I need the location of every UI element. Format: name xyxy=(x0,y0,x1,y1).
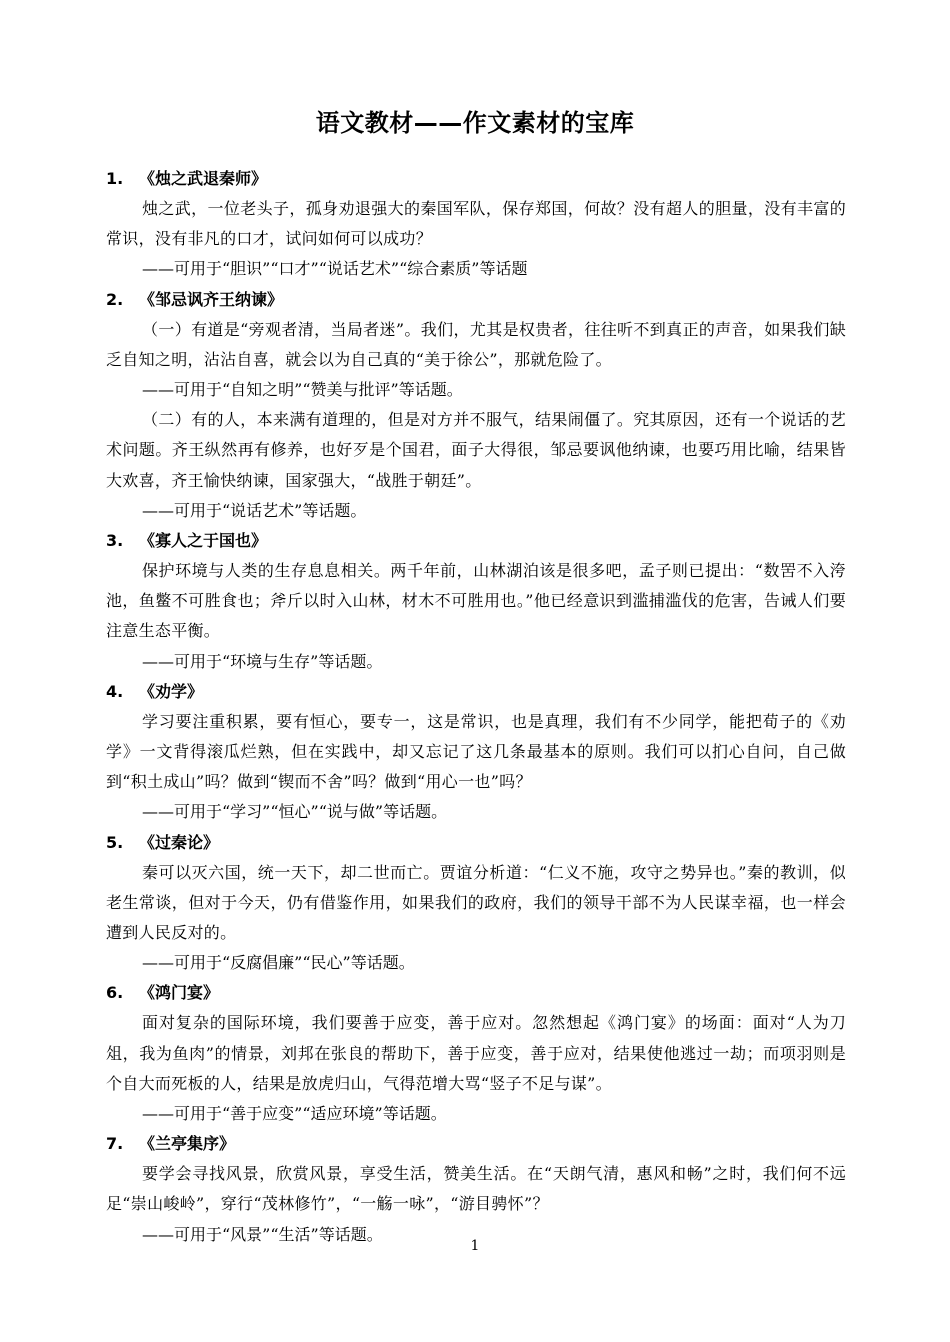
paragraph: 烛之武，一位老头子，孤身劝退强大的秦国军队，保存郑国，何故？没有超人的胆量，没有丰富的常识，没有非凡的口才，试问如何可以成功？ xyxy=(106,199,846,249)
section-heading xyxy=(106,1129,846,1159)
section-heading xyxy=(106,164,846,194)
paragraph: 要学会寻找风景，欣赏风景，享受生活，赞美生活。在“天朗气清，惠风和畅”之时，我们何不远足“崇山峻岭”，穿行“茂林修竹”，“一觞一咏”，“游目骋怀”？ xyxy=(106,1164,846,1214)
topic-note: ——可用于“环境与生存”等话题。 xyxy=(142,651,383,671)
section-number: 1. xyxy=(106,169,124,188)
paragraph: 保护环境与人类的生存息息相关。两千年前，山林湖泊该是很多吧，孟子则已提出：“数罟不入洿池，鱼鳖不可胜食也；斧斤以时入山林，材木不可胜用也。”他已经意识到滥捕滥伐的危害，告诫人们要注意生态平衡。 xyxy=(106,561,846,641)
paragraph: 学习要注重积累，要有恒心，要专一，这是常识，也是真理，我们有不少同学，能把荀子的《劝学》一文背得滚瓜烂熟，但在实践中，却又忘记了这几条最基本的原则。我们可以扪心自问，自己做到“积土成山”吗？做到“锲而不舍”吗？做到“用心一也”吗？ xyxy=(106,711,846,792)
section-number: 4. xyxy=(106,681,124,701)
section-number: 2. xyxy=(106,289,124,309)
paragraph: 秦可以灭六国，统一天下，却二世而亡。贾谊分析道：“仁义不施，攻守之势异也。”秦的教训，似老生常谈，但对于今天，仍有借鉴作用，如果我们的政府，我们的领导干部不为人民谋幸福，也一样会遭到人民反对的。 xyxy=(106,862,846,943)
section-number: 7. xyxy=(106,1134,124,1154)
section-heading xyxy=(106,978,846,1008)
topic-note: ——可用于“胆识”“口才”“说话艺术”“综合素质”等话题 xyxy=(142,259,528,279)
topic-note: ——可用于“反腐倡廉”“民心”等话题。 xyxy=(142,953,415,973)
paragraph: （二）有的人，本来满有道理的，但是对方并不服气，结果闹僵了。究其原因，还有一个说话的艺术问题。齐王纵然再有修养，也好歹是个国君，面子大得很，邹忌要讽他纳谏，也要巧用比喻，结果皆大欢喜，齐王愉快纳谏，国家强大，“战胜于朝廷”。 xyxy=(106,410,846,490)
section-number: 3. xyxy=(106,531,124,551)
section-title: 《邹忌讽齐王纳谏》 xyxy=(139,289,284,309)
section-number: 6. xyxy=(106,983,124,1003)
section-title: 《鸿门宴》 xyxy=(139,983,220,1003)
paragraph: 面对复杂的国际环境，我们要善于应变，善于应对。忽然想起《鸿门宴》的场面：面对“人为刀俎，我为鱼肉”的情景，刘邦在张良的帮助下，善于应变，善于应对，结果使他逃过一劫；而项羽则是个自大而死板的人，结果是放虎归山，气得范增大骂“竖子不足与谋”。 xyxy=(106,1013,846,1093)
topic-note: ——可用于“自知之明”“赞美与批评”等话题。 xyxy=(142,380,463,400)
section-title: 《兰亭集序》 xyxy=(139,1134,236,1154)
page-number: 1 xyxy=(470,1238,480,1254)
topic-note: ——可用于“风景”“生活”等话题。 xyxy=(142,1224,383,1244)
paragraph: （一）有道是“旁观者清，当局者迷”。我们，尤其是权贵者，往往听不到真正的声音，如果我们缺乏自知之明，沾沾自喜，就会以为自己真的“美于徐公”，那就危险了。 xyxy=(106,319,846,369)
section-title: 《劝学》 xyxy=(139,681,204,701)
topic-note: ——可用于“说话艺术”等话题。 xyxy=(142,500,367,520)
section-title: 《寡人之于国也》 xyxy=(139,531,268,551)
section-title: 《烛之武退秦师》 xyxy=(139,169,268,188)
section-title: 《过秦论》 xyxy=(139,832,220,852)
section-heading xyxy=(106,526,846,556)
topic-note: ——可用于“学习”“恒心”“说与做”等话题。 xyxy=(142,802,448,822)
section-heading xyxy=(106,677,846,707)
topic-note: ——可用于“善于应变”“适应环境”等话题。 xyxy=(142,1104,447,1124)
document-body xyxy=(106,164,846,1250)
page-title: 语文教材——作文素材的宝库 xyxy=(315,109,635,137)
section-number: 5. xyxy=(106,832,124,852)
section-heading xyxy=(106,285,846,315)
section-heading xyxy=(106,828,846,858)
